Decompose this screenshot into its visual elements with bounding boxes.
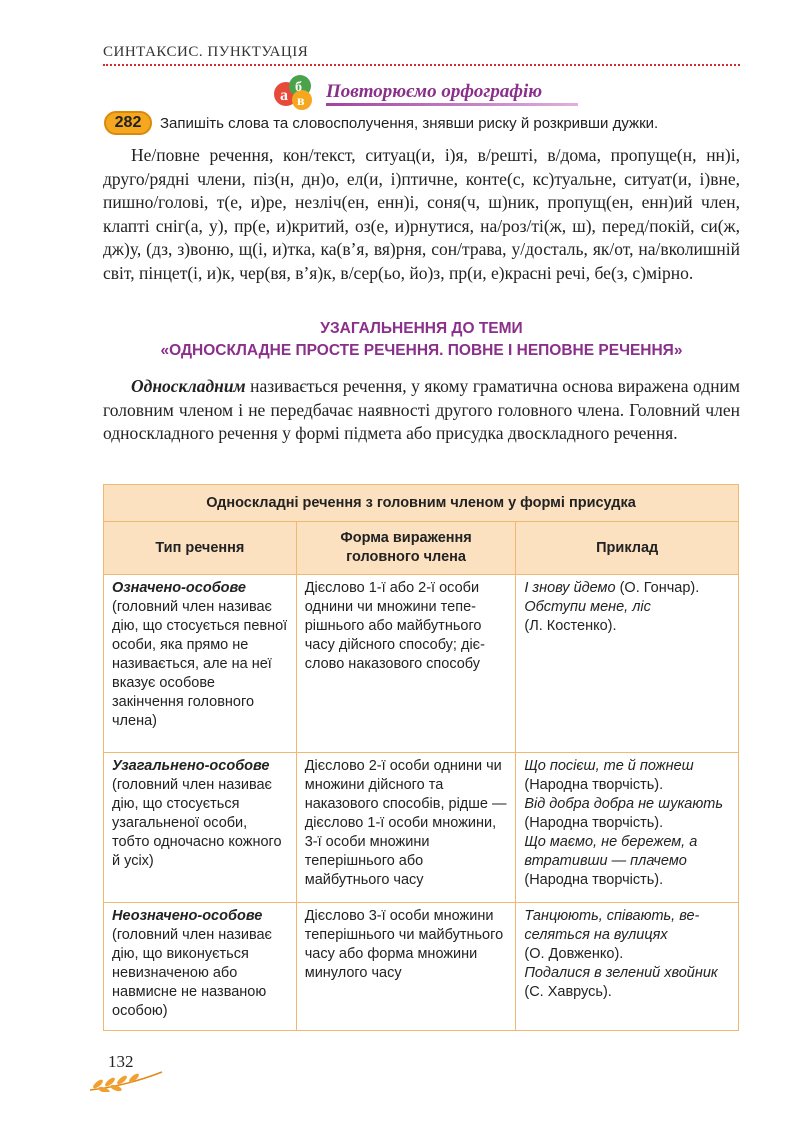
sentence-types-table: [103, 484, 739, 1031]
example-line: [524, 833, 730, 871]
summary-heading-line2: «ОДНОСКЛАДНЕ ПРОСТЕ РЕЧЕННЯ. ПОВНЕ І НЕПОВНЕ РЕЧЕННЯ»: [160, 342, 683, 359]
icon-letter-a: а: [280, 87, 288, 104]
table-row: [104, 903, 739, 1031]
icon-letter-b: б: [295, 80, 302, 95]
example-line: [524, 776, 730, 795]
example-line: [524, 617, 730, 636]
type-cell: [104, 903, 297, 1031]
table-header-row: [104, 522, 739, 575]
example-cell: [516, 575, 739, 753]
definition-rest: називається речення, у якому граматична основа виражена одним головним членом і не передбачає наявності другого головного члена. Головний член односкладного речення у формі підмета або присудка двоскладного речення.: [103, 376, 740, 443]
example-source: (Народна творчість).: [524, 872, 664, 888]
example-text: Від добра добра не шукають: [524, 796, 723, 812]
icon-letter-v: в: [297, 94, 305, 109]
type-description: (головний член називає дію, що виконується невизначеною або навмисне не названою особою): [112, 927, 272, 1019]
example-cell: [516, 903, 739, 1031]
definition-block: [103, 375, 740, 446]
type-name: Означено-особове: [112, 580, 246, 596]
orthography-title: Повторюємо орфографію: [326, 81, 543, 102]
example-line: [524, 598, 730, 617]
table-caption: Односкладні речення з головним членом у формі присудка: [104, 485, 739, 522]
example-text: Обступи мене, ліс: [524, 599, 651, 615]
example-line: [524, 945, 730, 964]
exercise-text: [103, 144, 740, 285]
example-line: [524, 795, 730, 833]
table-caption-row: [104, 485, 739, 522]
example-cell: [516, 753, 739, 903]
definition-term: Односкладним: [131, 376, 246, 396]
abc-letters-icon: [272, 72, 320, 112]
type-name: Неозначено-особове: [112, 908, 263, 924]
type-description: (головний член називає дію, що стосується певної особи, яка прямо не називається, але на неї вказує особове закінчення головного члена): [112, 599, 288, 729]
example-text: Подалися в зелений хвойник: [524, 965, 718, 981]
orthography-underline: [326, 103, 578, 106]
column-header-example: Приклад: [516, 522, 739, 575]
table-row: [104, 753, 739, 903]
section-header: СИНТАКСИС. ПУНКТУАЦІЯ: [103, 44, 309, 60]
page-number: 132: [108, 1052, 134, 1071]
example-line: [524, 907, 730, 945]
header-rule: [103, 64, 740, 66]
example-source: (Л. Костенко).: [524, 618, 617, 634]
example-line: [524, 757, 730, 776]
summary-heading: [103, 318, 740, 362]
example-line: [524, 871, 730, 890]
example-text: Що маємо, не бережем, а втративши — плачемо: [524, 834, 698, 869]
type-name: Узагальнено-особове: [112, 758, 270, 774]
column-header-form: Форма вираження головного члена: [296, 522, 516, 575]
example-source: (О. Гончар).: [615, 580, 700, 596]
task-instruction: Запишіть слова та словосполучення, знявши риску й розкривши дужки.: [160, 115, 659, 132]
summary-heading-line1: УЗАГАЛЬНЕННЯ ДО ТЕМИ: [320, 320, 523, 337]
example-line: [524, 964, 730, 1002]
example-source: (Народна творчість).: [524, 777, 664, 793]
task-number-badge: 282: [104, 111, 152, 135]
orthography-banner: [272, 72, 582, 110]
table-row: [104, 575, 739, 753]
form-cell: Дієслово 3-ї особи множини теперішнього чи майбутнього часу або форма множини минулого часу: [296, 903, 516, 1031]
example-source: (О. Довженко).: [524, 946, 624, 962]
type-description: (головний член називає дію, що стосується узагальненої особи, тобто одночасно кожного й усіх): [112, 777, 282, 869]
example-line: [524, 579, 730, 598]
type-cell: [104, 575, 297, 753]
form-cell: Дієслово 1-ї або 2-ї особи однини чи множини теперішнього або майбутнього часу дійсного способу; дієслово наказового способу: [296, 575, 516, 753]
column-header-type: Тип речення: [104, 522, 297, 575]
form-cell: Дієслово 2-ї особи однини чи множини дійсного та наказового способів, рідше — дієслово 1-ї особи множини, 3-ї особи множини теперішнього або майбутнього часу: [296, 753, 516, 903]
example-source: (С. Хаврусь).: [524, 984, 612, 1000]
type-cell: [104, 753, 297, 903]
example-source: (Народна творчість).: [524, 815, 664, 831]
example-text: Танцюють, співають, веселяться на вулицях: [524, 908, 700, 943]
example-text: Що посієш, те й пожнеш: [524, 758, 694, 774]
example-text: І знову йдемо: [524, 580, 616, 596]
definition-paragraph: [103, 375, 740, 446]
exercise-paragraph: Не/повне речення, кон/текст, ситуац(и, і)я, в/решті, в/дома, пропущe(н, нн)і, друго/рядні члени, піз(н, дн)о, ел(и, і)птичне, конте(с, кс)туальне, ситуат(и, і)вне, пишно/голові, т(е, и)ре, незліч(ен, енн)і, соня(ч, ш)ник, пропущ(ен, енн)ий член, клапті сніг(а, у), пр(е, и)критий, оз(е, и)рнутися, на/роз/ті(ж, ш), перед/покій, си(ж, дж)у, (дз, з)воню, щ(і, и)тка, ка(в’я, вя)рня, сон/трава, у/досталь, як/от, на/вколишній світ, пінцет(і, и)к, чер(вя, в’я)к, в/сер(ьо, йо)з, пр(и, е)красні речі, бе(з, с)мірно.: [103, 145, 740, 283]
